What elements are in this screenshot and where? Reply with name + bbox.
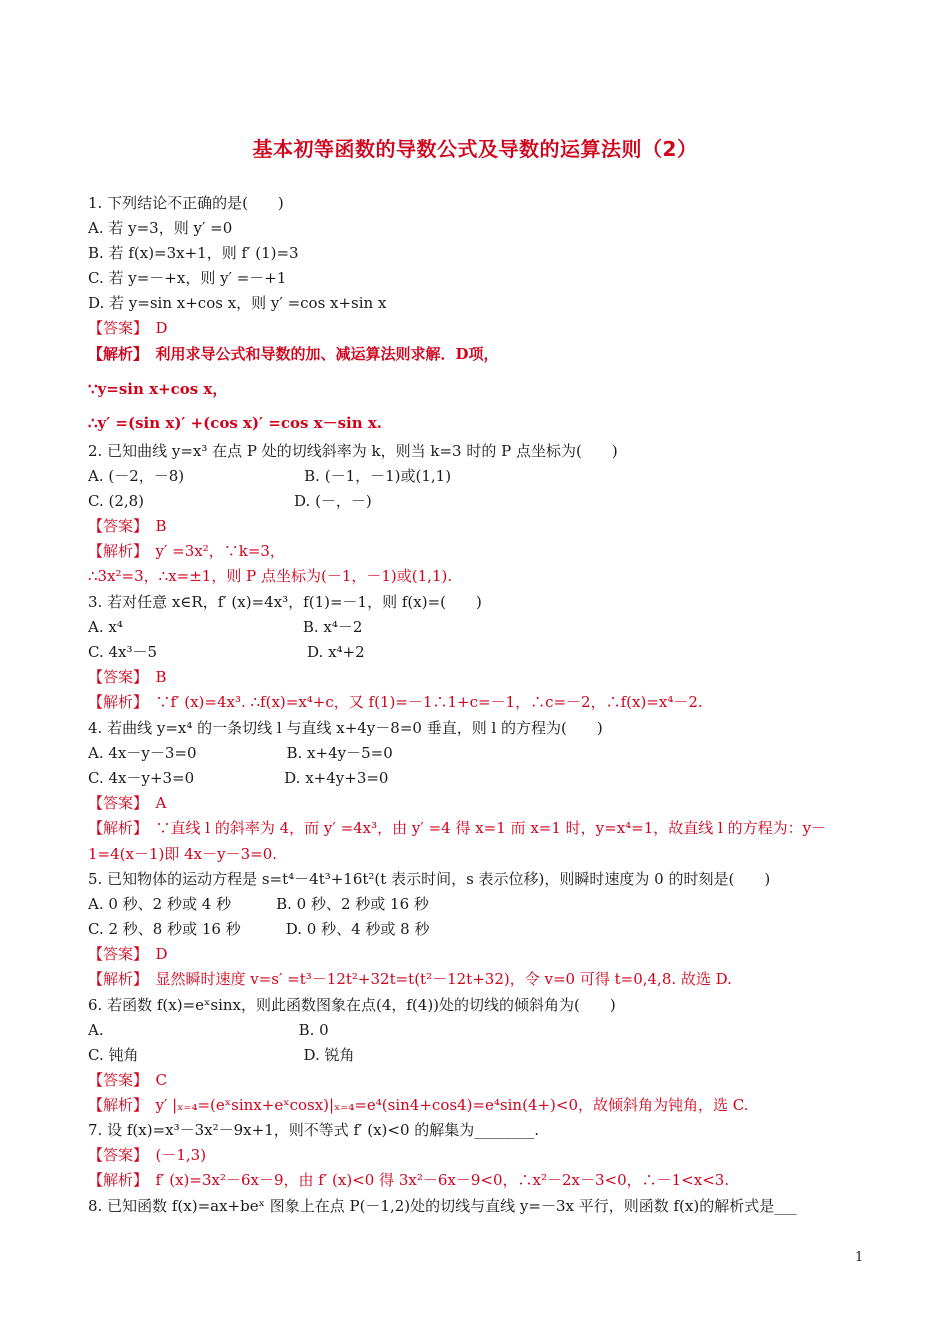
text-line: ∴y′ =(sin x)′ +(cos x)′ =cos x－sin x. [88,414,383,432]
text-line: 5. 已知物体的运动方程是 s=t⁴－4t³+16t²(t 表示时间，s 表示位移)，则瞬时速度为 0 的时刻是( ) [88,870,771,888]
text-line: 3. 若对任意 x∈R，f′ (x)=4x³，f(1)=－1，则 f(x)=( ) [88,593,482,611]
text-line: D. 若 y=sin x+cos x，则 y′ =cos x+sin x [88,294,387,312]
text-line: A. 0 秒、2 秒或 4 秒 B. 0 秒、2 秒或 16 秒 [88,895,429,913]
text-line: ∴3x²=3，∴x=±1，则 P 点坐标为(－1，－1)或(1,1). [88,567,453,585]
text-line: C. 2 秒、8 秒或 16 秒 D. 0 秒、4 秒或 8 秒 [88,920,430,938]
page-title: 基本初等函数的导数公式及导数的运算法则（2） [252,137,698,161]
text-line: 1=4(x－1)即 4x－y－3=0. [88,845,278,863]
text-line: 7. 设 f(x)=x³－3x²－9x+1，则不等式 f′ (x)<0 的解集为________. [88,1121,540,1139]
text-line: A. B. 0 [88,1021,329,1039]
text-line: 【答案】 D [88,945,168,963]
text-line: 【解析】 利用求导公式和导数的加、减运算法则求解．D项， [88,345,499,363]
text-line: B. 若 f(x)=3x+1，则 f′ (1)=3 [88,244,299,262]
text-line: A. x⁴ B. x⁴－2 [88,618,363,636]
text-line: 【答案】 B [88,517,167,535]
text-line: 8. 已知函数 f(x)=ax+beˣ 图象上在点 P(－1,2)处的切线与直线 y=－3x 平行，则函数 f(x)的解析式是___ [88,1197,797,1215]
text-line: C. (2,8) D. (－，－) [88,492,372,510]
text-line: 【解析】 f′ (x)=3x²－6x－9，由 f′ (x)<0 得 3x²－6x－9<0，∴x²－2x－3<0，∴－1<x<3. [88,1171,730,1189]
text-line: C. 若 y=－+x，则 y′ =－+1 [88,269,287,287]
text-line: 【答案】 (－1,3) [88,1146,207,1164]
text-line: 【解析】 y′ |ₓ₌₄=(eˣsinx+eˣcosx)|ₓ₌₄=e⁴(sin4+cos4)=e⁴sin(4+)<0，故倾斜角为钝角，选 C. [88,1096,749,1114]
text-line: 6. 若函数 f(x)=eˣsinx，则此函数图象在点(4，f(4))处的切线的倾斜角为( ) [88,996,616,1014]
text-line: 【解析】 y′ =3x²，∵k=3， [88,542,285,560]
text-line: ∵y=sin x+cos x， [88,380,228,398]
text-line: A. (－2，－8) B. (－1，－1)或(1,1) [88,467,452,485]
text-line: C. 4x－y+3=0 D. x+4y+3=0 [88,769,389,787]
text-line: 【解析】 显然瞬时速度 v=s′ =t³－12t²+32t=t(t²－12t+32)，令 v=0 可得 t=0,4,8. 故选 D. [88,970,732,988]
text-line: C. 4x³－5 D. x⁴+2 [88,643,365,661]
text-line: 【答案】 B [88,668,167,686]
text-line: 【答案】 C [88,1071,167,1089]
text-line: 1. 下列结论不正确的是( ) [88,194,284,212]
text-line: 【解析】 ∵f′ (x)=4x³. ∴f(x)=x⁴+c，又 f(1)=－1∴1+c=－1，∴c=－2，∴f(x)=x⁴－2. [88,693,703,711]
text-line: 【答案】 D [88,319,168,337]
text-line: 4. 若曲线 y=x⁴ 的一条切线 l 与直线 x+4y－8=0 垂直，则 l 的方程为( ) [88,719,603,737]
page-number: 1 [855,1250,864,1265]
text-line: 【答案】 A [88,794,167,812]
text-line: 2. 已知曲线 y=x³ 在点 P 处的切线斜率为 k，则当 k=3 时的 P 点坐标为( ) [88,442,618,460]
text-line: 【解析】 ∵直线 l 的斜率为 4，而 y′ =4x³，由 y′ =4 得 x=1 而 x=1 时，y=x⁴=1，故直线 l 的方程为：y－ [88,819,827,837]
text-line: C. 钝角 D. 锐角 [88,1046,355,1064]
text-line: A. 4x－y－3=0 B. x+4y－5=0 [88,744,393,762]
text-line: A. 若 y=3，则 y′ =0 [88,219,233,237]
